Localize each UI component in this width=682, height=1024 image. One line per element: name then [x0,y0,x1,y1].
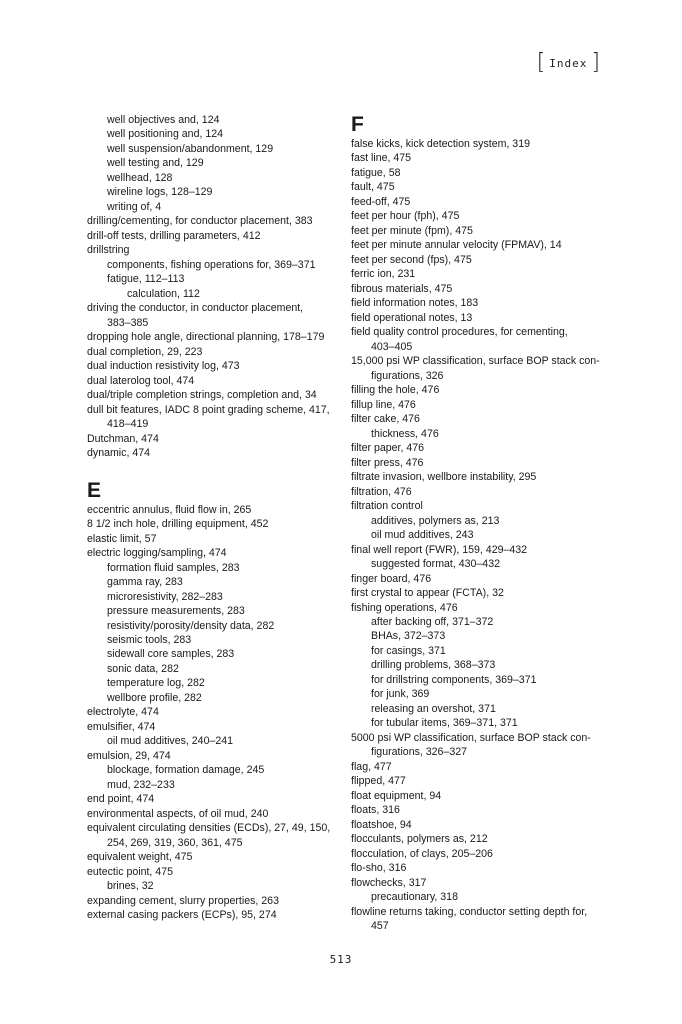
index-subentry [351,427,613,441]
entry-text: additives, polymers as, 213 [371,514,500,527]
entry-text: filling the hole, 476 [351,384,440,397]
index-entry [87,705,345,719]
entry-text: fillup line, 476 [351,398,416,411]
index-subentry [87,272,345,286]
index-subentry [351,615,613,629]
index-subentry [87,171,345,185]
right-column [351,113,613,934]
entry-text: wellbore profile, 282 [107,691,202,704]
entry-text: electric logging/sampling, 474 [87,547,227,560]
index-entry [351,572,613,586]
index-entry [87,546,345,560]
entry-text: equivalent weight, 475 [87,851,193,864]
index-entry [87,432,345,446]
entry-text: well objectives and, 124 [107,114,220,126]
index-entry [351,818,613,832]
entry-text: filter press, 476 [351,456,424,469]
entry-text: oil mud additives, 240–241 [107,735,234,748]
index-subentry [351,658,613,672]
index-entry [351,803,613,817]
entry-text: false kicks, kick detection system, 319 [351,138,530,150]
index-entry [87,894,345,908]
entry-text: flocculants, polymers as, 212 [351,833,488,846]
entry-text: feet per hour (fph), 475 [351,210,460,223]
index-subentry [87,142,345,156]
index-entry [351,847,613,861]
entry-text: ferric ion, 231 [351,268,416,281]
entry-text: for drillstring components, 369–371 [371,673,537,686]
index-section-e [87,503,345,923]
entry-text: flag, 477 [351,760,392,773]
entry-continuation: 383–385 [107,316,149,329]
index-entry [87,908,345,922]
index-entry [351,760,613,774]
entry-text: drillstring [87,244,130,257]
index-entry [351,166,613,180]
entry-text: float equipment, 94 [351,789,442,802]
index-entry [351,325,613,354]
entry-text: emulsifier, 474 [87,720,156,733]
entry-text: seismic tools, 283 [107,633,192,646]
entry-text: field operational notes, 13 [351,311,473,324]
entry-continuation: 403–405 [371,340,413,353]
header-label: Index [549,56,588,70]
entry-text: fishing operations, 476 [351,601,458,614]
index-subentry [87,561,345,575]
entry-text: oil mud additives, 243 [371,529,474,542]
left-bracket: [ [536,50,546,75]
entry-text: fatigue, 58 [351,166,401,179]
entry-text: for casings, 371 [371,644,446,657]
index-entry [87,865,345,879]
entry-text: external casing packers (ECPs), 95, 274 [87,909,277,922]
index-entry [87,517,345,531]
entry-text: blockage, formation damage, 245 [107,764,265,777]
index-entry [87,243,345,257]
entry-text: dual laterolog tool, 474 [87,374,195,387]
entry-text: dynamic, 474 [87,447,151,460]
entry-text: releasing an overshot, 371 [371,702,496,715]
index-entry [87,532,345,546]
index-entry [351,151,613,165]
index-entry [87,503,345,517]
entry-text: components, fishing operations for, 369–371 [107,258,316,271]
entry-continuation: figurations, 326–327 [371,746,468,759]
index-entry [351,267,613,281]
index-subentry [351,890,613,904]
index-subentry [87,185,345,199]
index-entry [87,821,345,850]
entry-text: well testing and, 129 [107,157,204,170]
index-subentry [87,879,345,893]
entry-text: filter paper, 476 [351,442,425,455]
index-subentry [351,644,613,658]
index-entry [87,229,345,243]
index-entry [87,388,345,402]
entry-text: driving the conductor, in conductor placement, [87,302,304,315]
index-section-f [351,137,613,934]
entry-text: end point, 474 [87,793,155,806]
entry-text: elastic limit, 57 [87,532,157,545]
entry-text: flowline returns taking, conductor setting depth for, [351,905,588,918]
entry-text: resistivity/porosity/density data, 282 [107,619,275,632]
entry-text: dual/triple completion strings, completion and, 34 [87,389,317,402]
entry-text: filter cake, 476 [351,413,420,426]
index-entry [87,214,345,228]
entry-text: writing of, 4 [107,200,162,213]
index-entry [87,792,345,806]
index-entry [351,383,613,397]
section-letter-e: E [87,478,102,502]
index-entry [87,330,345,344]
entry-text: environmental aspects, of oil mud, 240 [87,807,269,820]
entry-text: precautionary, 318 [371,891,458,904]
index-entry [351,137,613,151]
right-bracket: ] [591,50,600,75]
index-entry [87,446,345,460]
index-subentry [351,557,613,571]
entry-text: feet per minute annular velocity (FPMAV), 14 [351,239,562,252]
entry-text: Dutchman, 474 [87,432,159,445]
entry-text: dual completion, 29, 223 [87,345,203,358]
entry-text: drill-off tests, drilling parameters, 412 [87,229,261,242]
index-subentry [87,778,345,792]
index-entry [351,470,613,484]
entry-text: filtration control [351,500,423,513]
entry-text: fast line, 475 [351,152,412,165]
running-header [537,52,600,74]
entry-text: dull bit features, IADC 8 point grading scheme, 417, [87,403,330,416]
entry-text: expanding cement, slurry properties, 263 [87,894,279,907]
index-entry [351,224,613,238]
index-subentry [87,287,345,301]
entry-text: sidewall core samples, 283 [107,648,235,661]
entry-text: dropping hole angle, directional planning, 178–179 [87,331,325,344]
index-entry [351,789,613,803]
index-section-d-continued [87,113,345,461]
index-subentry [351,514,613,528]
entry-text: fibrous materials, 475 [351,282,453,295]
index-entry [351,832,613,846]
entry-text: microresistivity, 282–283 [107,590,223,603]
entry-text: field quality control procedures, for cementing, [351,326,568,339]
entry-text: wireline logs, 128–129 [107,186,213,199]
index-subentry [351,673,613,687]
index-entry [87,403,345,432]
index-subentry [87,590,345,604]
entry-text: suggested format, 430–432 [371,558,500,571]
entry-continuation: 418–419 [107,418,149,431]
index-entry [87,301,345,330]
index-subentry [351,716,613,730]
entry-text: filtrate invasion, wellbore instability, 295 [351,471,537,484]
entry-text: sonic data, 282 [107,662,179,675]
entry-text: thickness, 476 [371,427,439,440]
entry-text: finger board, 476 [351,572,432,585]
entry-text: fatigue, 112–113 [107,273,185,286]
index-entry [87,374,345,388]
entry-text: for junk, 369 [371,688,430,701]
index-subentry [87,676,345,690]
index-entry [351,354,613,383]
entry-text: well positioning and, 124 [107,128,224,141]
index-entry [351,861,613,875]
entry-text: mud, 232–233 [107,778,175,791]
entry-text: formation fluid samples, 283 [107,561,240,574]
entry-text: drilling problems, 368–373 [371,659,496,672]
index-subentry [351,528,613,542]
entry-text: flipped, 477 [351,775,406,788]
entry-text: eutectic point, 475 [87,865,173,878]
entry-text: final well report (FWR), 159, 429–432 [351,543,528,556]
entry-text: BHAs, 372–373 [371,630,446,643]
entry-text: emulsion, 29, 474 [87,749,171,762]
left-column [87,113,345,923]
entry-text: feet per second (fps), 475 [351,253,472,266]
index-entry [351,586,613,600]
entry-text: wellhead, 128 [107,171,173,184]
entry-text: 5000 psi WP classification, surface BOP stack con- [351,731,591,744]
entry-text: gamma ray, 283 [107,576,183,589]
index-entry [351,282,613,296]
entry-text: floatshoe, 94 [351,818,412,831]
index-subentry [87,647,345,661]
index-entry [351,398,613,412]
index-entry [351,456,613,470]
index-entry [351,311,613,325]
entry-text: first crystal to appear (FCTA), 32 [351,587,504,600]
index-entry [87,345,345,359]
index-entry [351,238,613,252]
entry-text: field information notes, 183 [351,297,479,310]
index-entry [351,253,613,267]
index-subentry [87,200,345,214]
entry-text: well suspension/abandonment, 129 [107,142,274,155]
page-number: 513 [329,953,353,966]
entry-text: 15,000 psi WP classification, surface BOP stack con- [351,355,600,368]
index-entry [351,209,613,223]
index-subentry [87,127,345,141]
index-subentry [351,629,613,643]
entry-text: flocculation, of clays, 205–206 [351,847,493,860]
entry-text: 8 1/2 inch hole, drilling equipment, 452 [87,518,269,531]
entry-text: temperature log, 282 [107,677,205,690]
index-entry [351,485,613,499]
index-entry [351,905,613,934]
index-subentry [87,258,345,272]
entry-text: drilling/cementing, for conductor placement, 383 [87,215,313,228]
entry-text: feet per minute (fpm), 475 [351,224,473,237]
index-entry [351,774,613,788]
index-entry [87,807,345,821]
index-subentry [87,156,345,170]
entry-text: electrolyte, 474 [87,706,159,719]
index-entry [87,850,345,864]
index-entry [351,543,613,557]
index-entry [351,195,613,209]
index-entry [351,296,613,310]
index-subentry [351,687,613,701]
index-entry [351,441,613,455]
index-entry [351,601,613,615]
section-letter-f: F [351,113,364,136]
index-entry [351,499,613,513]
index-entry [351,731,613,760]
entry-text: flowchecks, 317 [351,876,427,889]
index-entry [351,180,613,194]
entry-continuation: figurations, 326 [371,369,444,382]
index-entry [351,412,613,426]
entry-text: floats, 316 [351,804,400,817]
entry-continuation: 254, 269, 319, 360, 361, 475 [107,836,243,849]
entry-text: for tubular items, 369–371, 371 [371,717,518,730]
index-subentry [87,633,345,647]
entry-text: pressure measurements, 283 [107,605,245,618]
index-entry [87,720,345,734]
index-subentry [87,763,345,777]
index-subentry [351,702,613,716]
index-subentry [87,619,345,633]
entry-continuation: 457 [371,920,389,933]
index-subentry [87,604,345,618]
index-subentry [87,662,345,676]
index-subentry [87,691,345,705]
entry-text: filtration, 476 [351,485,412,498]
entry-text: fault, 475 [351,181,395,194]
entry-text: dual induction resistivity log, 473 [87,360,240,373]
entry-text: feed-off, 475 [351,195,411,208]
section-spacer [87,461,345,479]
entry-text: brines, 32 [107,880,154,893]
index-subentry [87,575,345,589]
entry-text: flo-sho, 316 [351,862,407,875]
index-entry [351,876,613,890]
entry-text: equivalent circulating densities (ECDs), 27, 49, 150, [87,822,331,835]
entry-text: calculation, 112 [127,287,200,300]
entry-text: after backing off, 371–372 [371,615,494,628]
index-subentry [87,113,345,127]
index-entry [87,749,345,763]
entry-text: eccentric annulus, fluid flow in, 265 [87,503,252,516]
index-entry [87,359,345,373]
index-subentry [87,734,345,748]
